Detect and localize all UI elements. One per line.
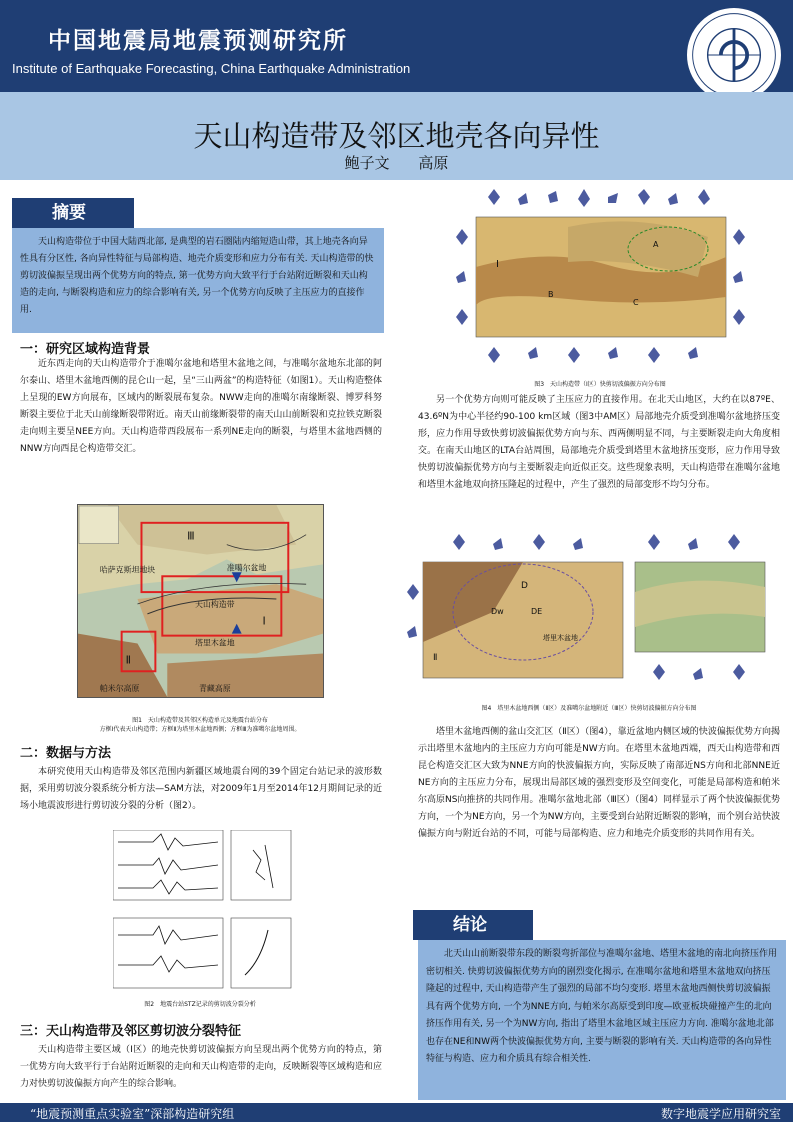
figure2-waveforms	[113, 830, 293, 996]
institute-name-en: Institute of Earthquake Forecasting, China Earthquake Administration	[12, 61, 411, 76]
fig4-label-DW: Dw	[491, 607, 504, 616]
section1-text: 近东西走向的天山构造带介于准噶尔盆地和塔里木盆地之间，与准噶尔盆地东北部的阿尔泰山、塔里木盆地西侧的昆仑山一起，呈“三山两盆”的构造特征（如图1）。天山构造整体上呈现的EW方向展布，区域内的断裂展布复杂。NWW走向的准噶尔南缘断裂、博罗科努断裂主要位于北天山前缘断裂带附近。南天山前缘断裂带的南天山山前断裂和克拉铁克断裂走向则主要呈NEE方向。天山构造带西段展布一系列NE走向的断裂，与塔里木盆地西侧的NNW方向西昆仑构造带交汇。	[20, 359, 382, 454]
fig3-label-A: A	[653, 240, 659, 249]
fig1-label-tianshan: 天山构造带	[195, 599, 235, 609]
fig1-label-tibet: 青藏高原	[199, 684, 231, 694]
fig4-label-D: D	[521, 581, 528, 591]
header-banner	[0, 0, 793, 92]
figure1-caption-line2: 方框Ⅰ代表天山构造带；方框Ⅱ为塔里木盆地西侧；方框Ⅲ为准噶尔盆地周围。	[99, 726, 301, 733]
section2-title: 二：数据与方法	[20, 746, 112, 761]
fig3-label-C: C	[633, 298, 639, 307]
footer-bar	[0, 1103, 793, 1122]
figure2-caption: 图2 地震台站STZ记录的剪切波分裂分析	[144, 1001, 256, 1008]
conclusion-text: 北天山山前断裂带东段的断裂弯折部位与准噶尔盆地、塔里木盆地的南北向挤压作用密切相关. 快剪切波偏振优势方向的剧烈变化揭示, 在准噶尔盆地和塔里木盆地双向挤压隆起的过程中, 天山构造带产生了强烈的局部不均匀变形. 塔里木盆地西侧快剪切波偏振具有两个优势方向, 一个为NNE方向, 与帕米尔高原受到印度—欧亚板块碰撞产生的北向挤压作用有关, 另一个为NW方向, 指出了塔里木盆地区域主压应力方向. 准噶尔盆地北部也存在NE和NW两个快波偏振优势方向, 主要与断裂的影响有关. 天山构造带的各向异性特征与构造、应力和介质具有综合相关性.	[418, 940, 786, 1100]
fig1-label-III: Ⅲ	[187, 529, 195, 543]
section3-text: 天山构造带主要区域（Ⅰ区）的地壳快剪切波偏振方向呈现出两个优势方向的特点，第一优势方向大致平行于台站附近断裂的走向和天山构造带的走向，反映断裂等区域构造和应力对快剪切波偏振方向产生的综合影响。	[20, 1045, 382, 1089]
fig3-label-B: B	[548, 290, 554, 299]
right-text-2: 塔里木盆地西侧的盆山交汇区（Ⅱ区）（图4），靠近盆地内侧区域的快波偏振优势方向揭示出塔里木盆地内的主压应力方向可能是NW方向。在塔里木盆地西端，西天山构造带和西昆仑构造交汇区大致为NNE方向的快波偏振方向，实际反映了南部近NS方向和北部NNE近NE方向的主压应力分布，展现出局部区域的强烈变形及空间变化，可能是局部构造和帕米尔高原NS向推挤的共同作用。准噶尔盆地北部（Ⅲ区）（图4）同样显示了两个快波偏振优势方向，一个为NE方向，另一个为NW方向，主要受到台站附近断裂的影响，而个别台站快波偏振方向与附近台站的不同，可能与局部构造、应力和地壳介质变形的共同作用有关。	[418, 727, 780, 839]
fig3-label-I: I	[496, 259, 499, 270]
figure1-caption	[60, 716, 340, 734]
figure4-caption: 图4 塔里木盆地西侧（Ⅱ区）及准噶尔盆地附近（Ⅲ区）快剪切波偏振方向分布图	[481, 705, 697, 712]
fig1-label-tarim: 塔里木盆地	[195, 638, 235, 648]
fig1-label-pamir: 帕米尔高原	[99, 684, 140, 694]
poster-title: 天山构造带及邻区地壳各向异性	[193, 119, 600, 153]
section2-text: 本研究使用天山构造带及邻区范围内新疆区域地震台网的39个固定台站记录的波形数据，采用剪切波分裂系统分析方法—SAM方法，对2009年1月至2014年12月期间记录的近场小地震波形进行剪切波分裂的分析（图2）。	[20, 767, 382, 811]
abstract-heading: 摘要	[12, 198, 134, 228]
institute-logo	[684, 5, 784, 105]
section1-title: 一：研究区域构造背景	[20, 342, 151, 357]
footer-left: “地震预测重点实验室”深部构造研究组	[30, 1107, 235, 1121]
figure1-map	[77, 504, 324, 698]
fig4-label-II: Ⅱ	[433, 653, 438, 663]
conclusion-heading: 结论	[413, 910, 533, 940]
figure3-map	[448, 187, 753, 377]
institute-name-cn: 中国地震局地震预测研究所	[48, 27, 348, 54]
fig1-label-kazakh: 哈萨克斯坦地块	[99, 565, 156, 575]
fig1-label-junggar: 准噶尔盆地	[226, 563, 267, 573]
footer-right: 数字地震学应用研究室	[660, 1107, 781, 1121]
fig1-label-I: Ⅰ	[262, 614, 266, 628]
section3-title: 三：天山构造带及邻区剪切波分裂特征	[20, 1024, 242, 1039]
fig1-label-II: Ⅱ	[125, 653, 131, 667]
figure1-caption-line1: 图1 天山构造带及其邻区构造单元及地震台站分布	[132, 717, 268, 724]
abstract-text: 天山构造带位于中国大陆西北部, 是典型的岩石圈陆内缩短造山带，其上地壳各向异性具有分区性, 各向异性特征与局部构造、地壳介质变形和应力分布有关. 天山构造带的快剪切波偏振呈现出两个优势方向的特点, 第一优势方向大致平行于台站附近断裂和天山构造的走向, 与断裂构造和应力的综合影响有关, 另一个优势方向反映了主压应力的直接作用.	[12, 228, 384, 333]
fig4-label-DE: DE	[531, 607, 543, 616]
figure4-maps	[403, 532, 775, 698]
figure3-caption: 图3 天山构造带（Ⅰ区）快剪切波偏振方向分布图	[534, 381, 666, 388]
fig4-label-tarim: 塔里木盆地	[543, 634, 578, 642]
poster-authors: 鲍子文 高原	[344, 154, 449, 172]
title-band	[0, 92, 793, 180]
right-text-1: 另一个优势方向则可能反映了主压应力的直接作用。在北天山地区，大约在以87ºE、43.6ºN为中心半径约90-100 km区域（图3中AM区）局部地壳介质受到准噶尔盆地挤压变形，应力作用导致快剪切波偏振优势方向与东、西两侧明显不同，与主要断裂走向大角度相交。在南天山地区的LTA台站周围，局部地壳介质受到塔里木盆地挤压变形，应力作用导致快剪切波偏振优势方向与主要断裂走向近似正交。这些现象表明，天山构造带在准噶尔盆地和塔里木盆地双向挤压隆起的过程中，产生了强烈的局部变形不均匀分布。	[418, 395, 780, 490]
